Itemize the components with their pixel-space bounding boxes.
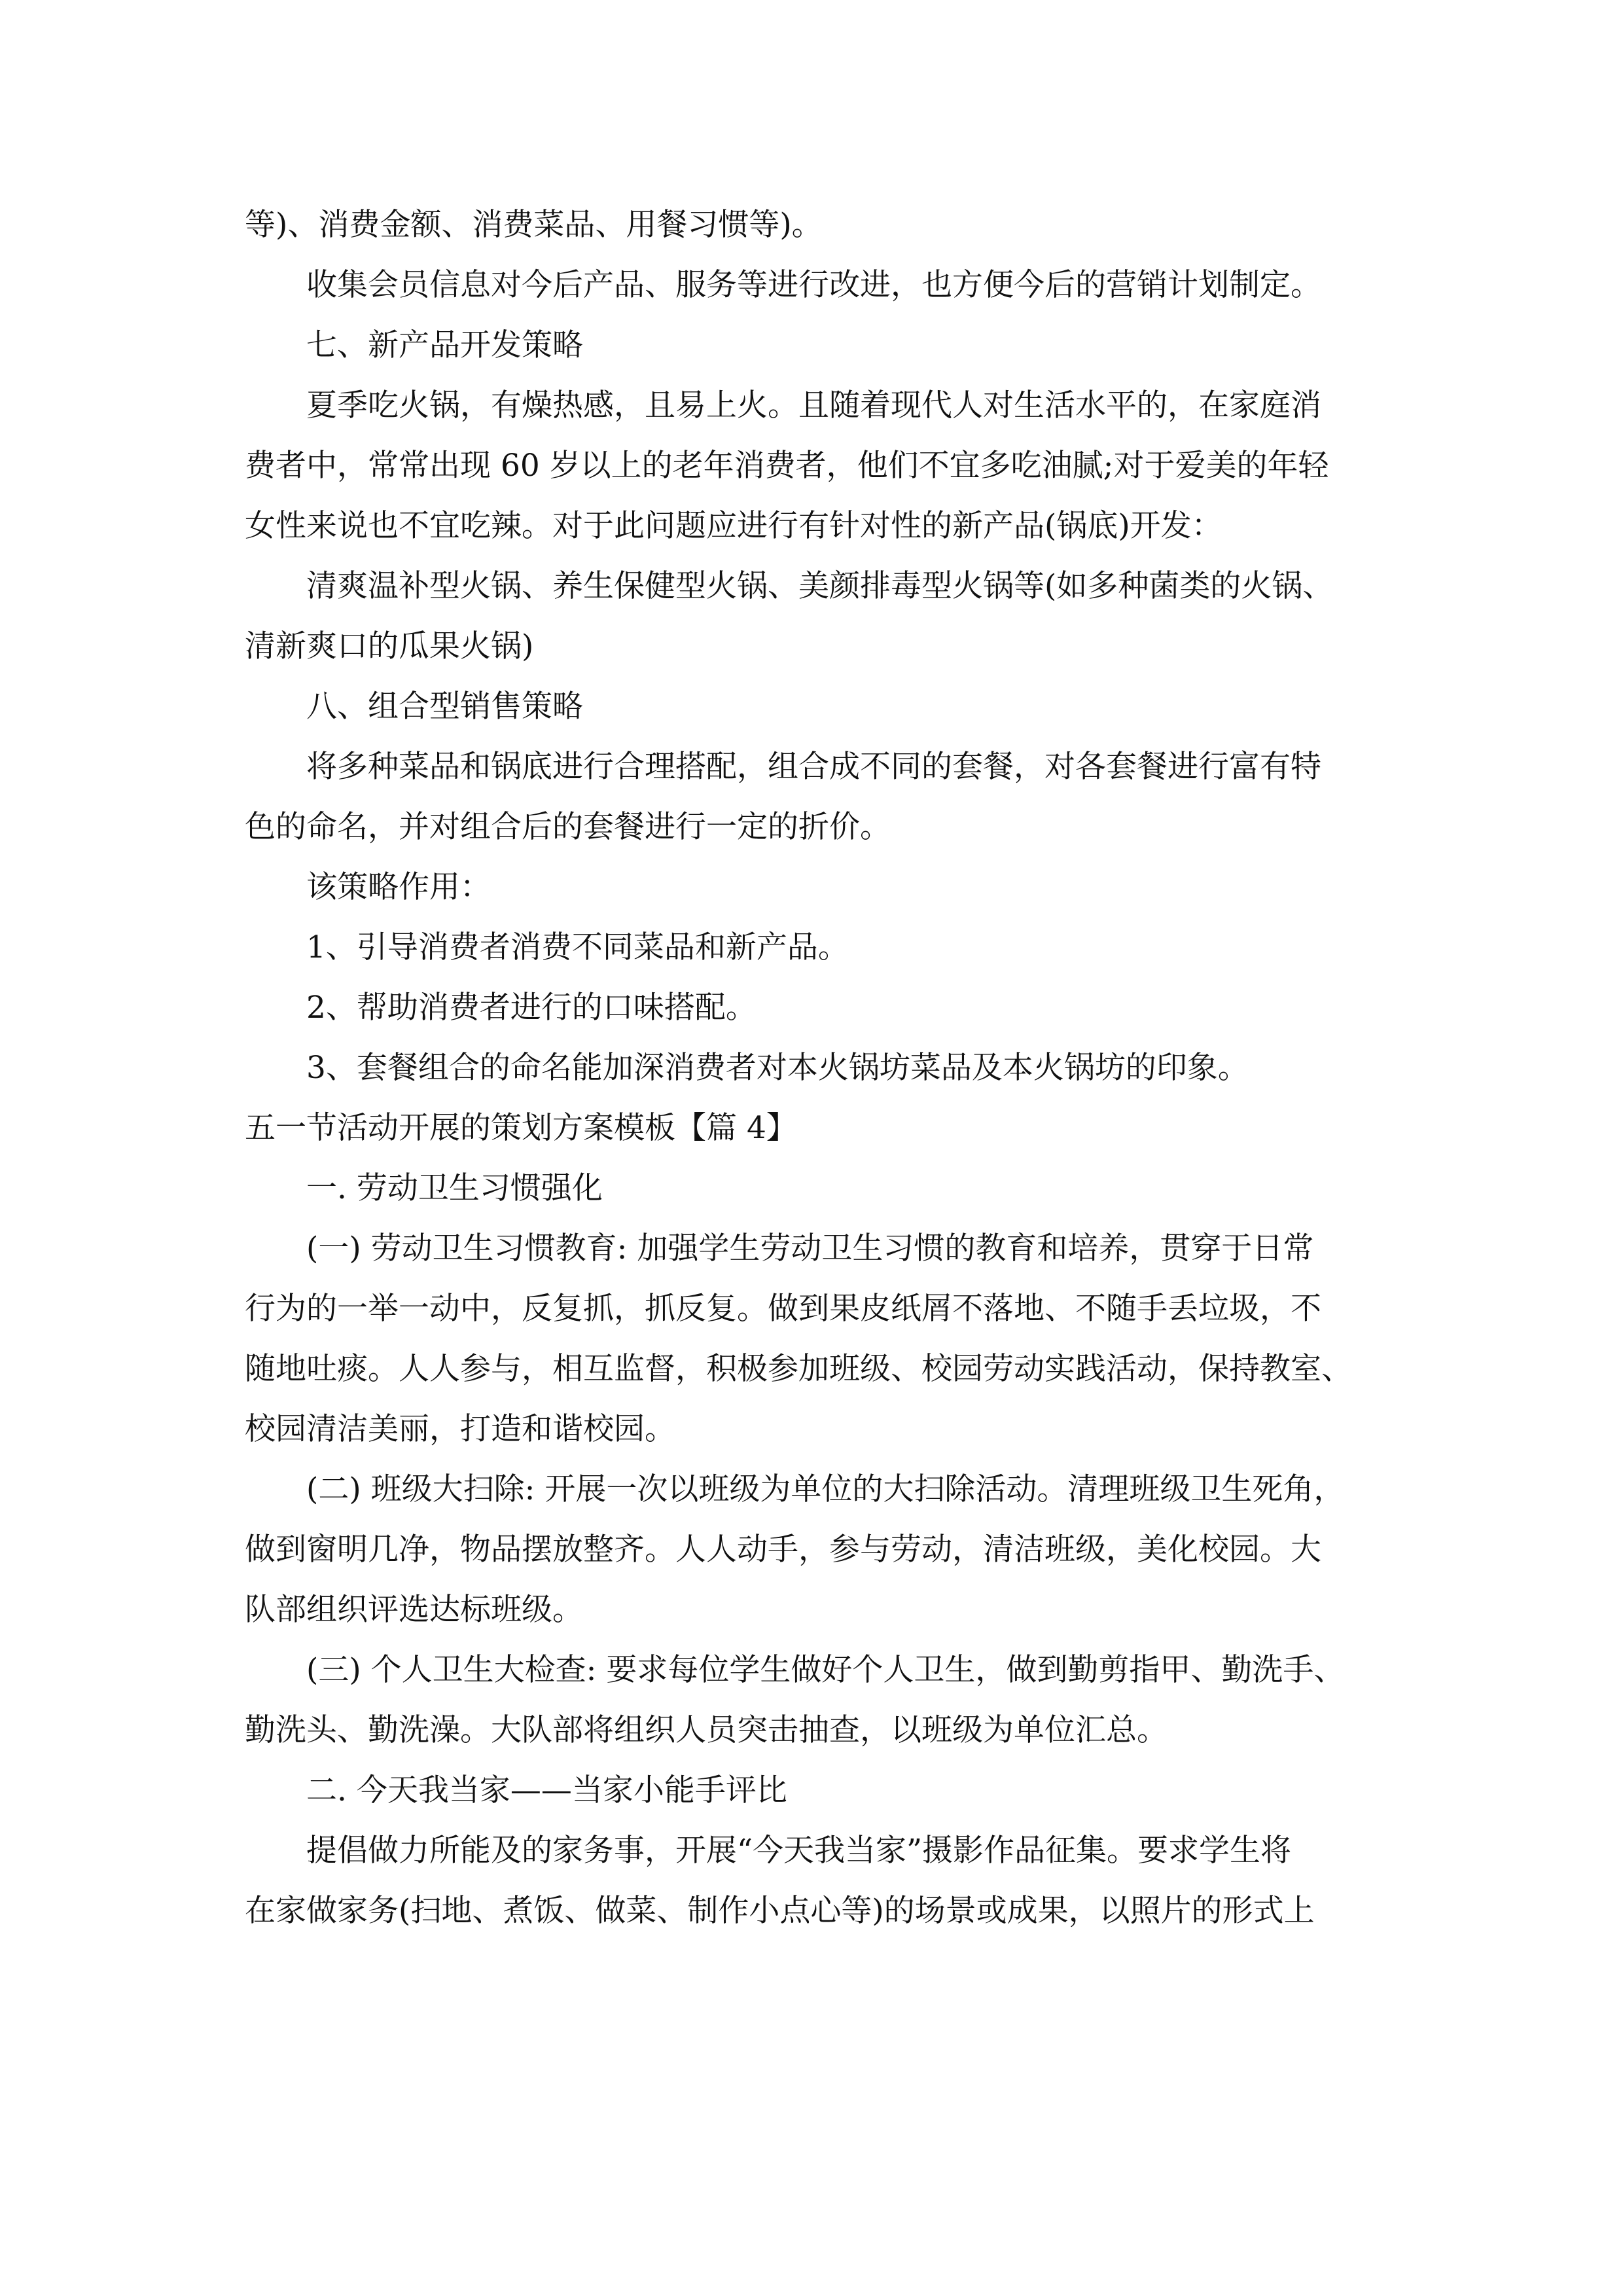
list-item: 1、引导消费者消费不同菜品和新产品。 [306,929,849,965]
text-line: 校园清洁美丽，打造和谐校园。 [245,1411,675,1447]
text-line: 队部组织评选达标班级。 [245,1592,583,1628]
text-line: 收集会员信息对今后产品、服务等进行改进，也方便今后的营销计划制定。 [306,267,1321,303]
text-line: 夏季吃火锅，有燥热感，且易上火。且随着现代人对生活水平的，在家庭消 [306,387,1321,423]
list-item: 2、帮助消费者进行的口味搭配。 [306,990,757,1026]
section-heading: 一. 劳动卫生习惯强化 [306,1170,603,1206]
text-line: (二) 班级大扫除: 开展一次以班级为单位的大扫除活动。清理班级卫生死角， [306,1471,1345,1507]
text-line: 色的命名，并对组合后的套餐进行一定的折价。 [245,809,891,845]
text-line: 该策略作用： [306,869,491,905]
text-line: 做到窗明几净，物品摆放整齐。人人动手，参与劳动，清洁班级，美化校园。大 [245,1532,1321,1568]
text-line: 清爽温补型火锅、养生保健型火锅、美颜排毒型火锅等(如多种菌类的火锅、 [306,568,1334,604]
text-line: 行为的一举一动中，反复抓，抓反复。做到果皮纸屑不落地、不随手丢垃圾，不 [245,1291,1321,1327]
section-heading: 七、新产品开发策略 [306,327,583,363]
text-line: 女性来说也不宜吃辣。对于此问题应进行有针对性的新产品(锅底)开发： [245,508,1222,544]
text-line: 等)、消费金额、消费菜品、用餐习惯等)。 [245,207,823,243]
text-line: 清新爽口的瓜果火锅) [245,628,534,664]
text-line: 提倡做力所能及的家务事，开展“今天我当家”摄影作品征集。要求学生将 [306,1833,1292,1869]
text-line: 随地吐痰。人人参与，相互监督，积极参加班级、校园劳动实践活动，保持教室、 [245,1351,1352,1387]
list-item: 3、套餐组合的命名能加深消费者对本火锅坊菜品及本火锅坊的印象。 [306,1050,1249,1086]
text-line: (一) 劳动卫生习惯教育: 加强学生劳动卫生习惯的教育和培养，贯穿于日常 [306,1230,1314,1266]
text-line: 勤洗头、勤洗澡。大队部将组织人员突击抽查，以班级为单位汇总。 [245,1712,1168,1748]
section-heading: 二. 今天我当家——当家小能手评比 [306,1772,787,1808]
text-line: (三) 个人卫生大检查: 要求每位学生做好个人卫生，做到勤剪指甲、勤洗手、 [306,1652,1345,1688]
text-line: 在家做家务(扫地、煮饭、做菜、制作小点心等)的场景或成果，以照片的形式上 [245,1893,1315,1929]
text-line: 将多种菜品和锅底进行合理搭配，组合成不同的套餐，对各套餐进行富有特 [306,749,1321,785]
text-line: 费者中，常常出现 60 岁以上的老年消费者，他们不宜多吃油腻;对于爱美的年轻 [245,448,1329,484]
document-body [245,195,1377,1941]
section-heading: 八、组合型销售策略 [306,689,583,725]
article-title: 五一节活动开展的策划方案模板【篇 4】 [245,1110,797,1146]
